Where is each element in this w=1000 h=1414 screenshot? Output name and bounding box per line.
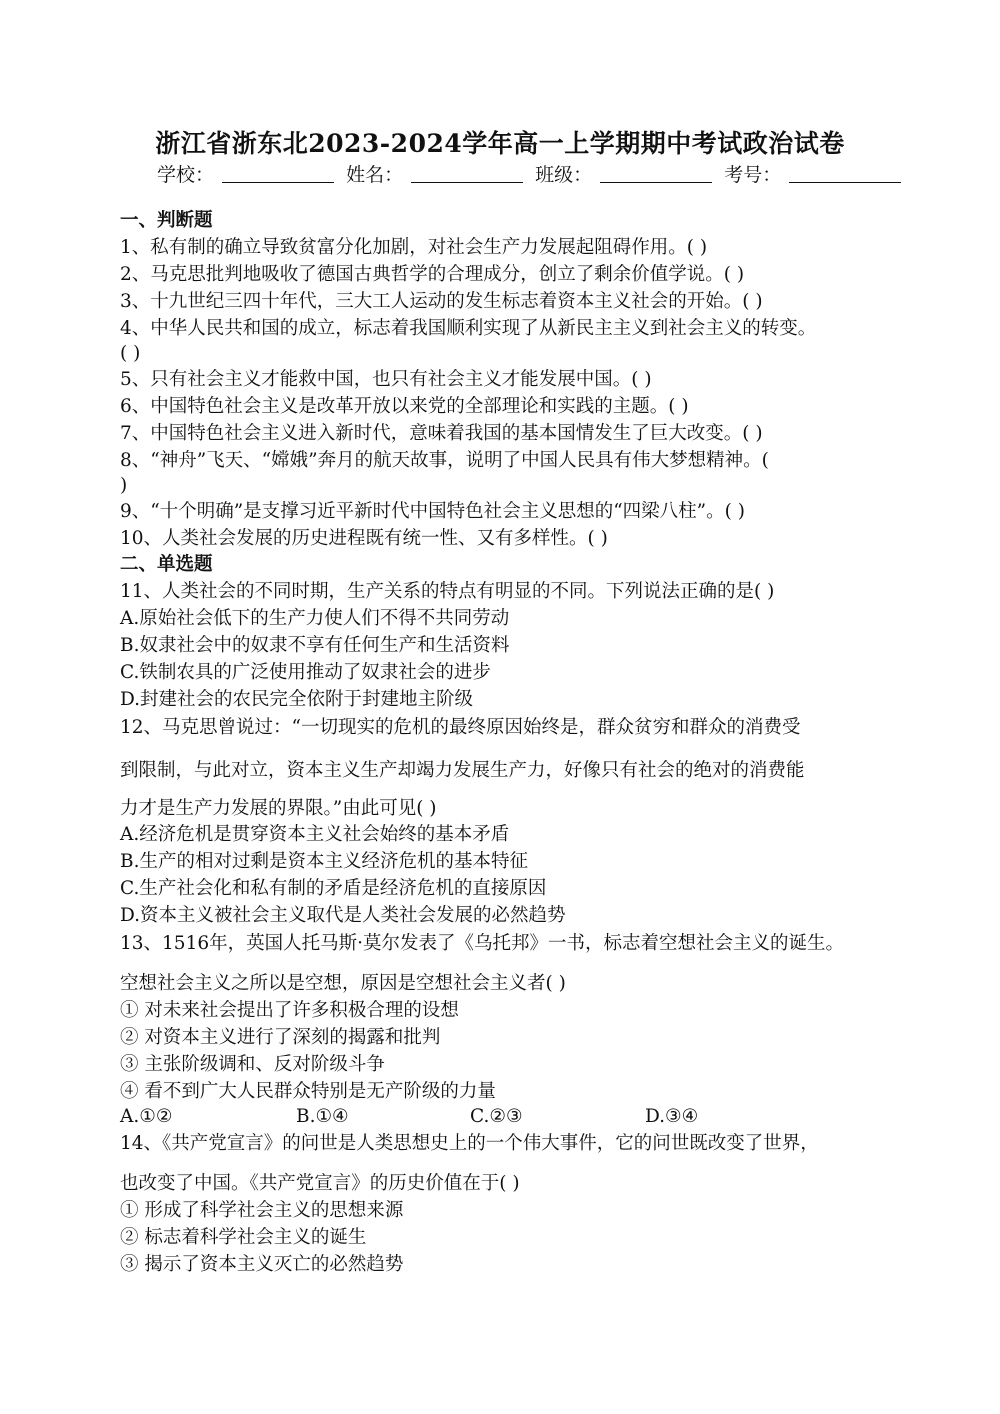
option-item: D.封建社会的农民完全依附于封建地主阶级: [120, 689, 474, 710]
judgment-item: 2、马克思批判地吸收了德国古典哲学的合理成分，创立了剩余价值学说。( ): [120, 264, 745, 285]
statement-item: ③ 主张阶级调和、反对阶级斗争: [120, 1054, 385, 1075]
question-stem: 13、1516年，英国人托马斯·莫尔发表了《乌托邦》一书，标志着空想社会主义的诞生。: [120, 933, 845, 954]
judgment-item: 4、中华人民共和国的成立，标志着我国顺利实现了从新民主主义到社会主义的转变。: [120, 318, 817, 339]
statement-item: ② 对资本主义进行了深刻的揭露和批判: [120, 1027, 441, 1048]
statement-item: ① 对未来社会提出了许多积极合理的设想: [120, 1000, 459, 1021]
section-heading-single-choice: 二、单选题: [120, 554, 213, 575]
judgment-item-continuation: ): [120, 475, 128, 496]
judgment-item: 3、十九世纪三四十年代，三大工人运动的发生标志着资本主义社会的开始。( ): [120, 291, 763, 312]
judgment-item: 8、“神舟”飞天、“嫦娥”奔月的航天故事，说明了中国人民具有伟大梦想精神。(: [120, 450, 769, 471]
section-heading-judgment: 一、判断题: [120, 210, 213, 231]
judgment-item: 6、中国特色社会主义是改革开放以来党的全部理论和实践的主题。( ): [120, 396, 689, 417]
statement-item: ③ 揭示了资本主义灭亡的必然趋势: [120, 1254, 404, 1275]
question-stem: 11、人类社会的不同时期，生产关系的特点有明显的不同。下列说法正确的是( ): [120, 581, 775, 602]
option-item: C.铁制农具的广泛使用推动了奴隶社会的进步: [120, 662, 491, 683]
option-item: B.奴隶社会中的奴隶不享有任何生产和生活资料: [120, 635, 510, 656]
choice-c[interactable]: C.②③: [470, 1106, 523, 1127]
name-blank[interactable]: [411, 166, 523, 183]
statement-item: ④ 看不到广大人民群众特别是无产阶级的力量: [120, 1081, 496, 1102]
statement-item: ① 形成了科学社会主义的思想来源: [120, 1200, 404, 1221]
judgment-item: 1、私有制的确立导致贫富分化加剧，对社会生产力发展起阻碍作用。( ): [120, 237, 708, 258]
school-label: 学校：: [157, 164, 215, 186]
class-label: 班级：: [535, 164, 593, 186]
choice-a[interactable]: A.①②: [120, 1106, 173, 1127]
exam-number-blank[interactable]: [789, 166, 901, 183]
judgment-item: 7、中国特色社会主义进入新时代，意味着我国的基本国情发生了巨大改变。( ): [120, 423, 763, 444]
question-stem: 14、《共产党宣言》的问世是人类思想史上的一个伟大事件，它的问世既改变了世界，: [120, 1133, 819, 1154]
question-stem: 12、马克思曾说过：“一切现实的危机的最终原因始终是，群众贫穷和群众的消费受: [120, 717, 801, 738]
choice-row: [120, 1105, 820, 1129]
judgment-item: 5、只有社会主义才能救中国，也只有社会主义才能发展中国。( ): [120, 369, 652, 390]
option-item: A.经济危机是贯穿资本主义社会始终的基本矛盾: [120, 824, 510, 845]
option-item: C.生产社会化和私有制的矛盾是经济危机的直接原因: [120, 878, 547, 899]
class-blank[interactable]: [600, 166, 712, 183]
question-stem-continuation: 空想社会主义之所以是空想，原因是空想社会主义者( ): [120, 973, 566, 994]
option-item: D.资本主义被社会主义取代是人类社会发展的必然趋势: [120, 905, 566, 926]
name-label: 姓名：: [346, 164, 404, 186]
judgment-item-continuation: ( ): [120, 343, 141, 364]
option-item: B.生产的相对过剩是资本主义经济危机的基本特征: [120, 851, 528, 872]
exam-number-label: 考号：: [724, 164, 782, 186]
choice-d[interactable]: D.③④: [645, 1106, 699, 1127]
judgment-item: 9、“十个明确”是支撑习近平新时代中国特色社会主义思想的“四梁八柱”。( ): [120, 501, 745, 522]
page-title: 浙江省浙东北2023-2024学年高一上学期期中考试政治试卷: [155, 129, 845, 158]
choice-b[interactable]: B.①④: [296, 1106, 349, 1127]
question-stem-continuation: 到限制，与此对立，资本主义生产却竭力发展生产力，好像只有社会的绝对的消费能: [120, 760, 805, 781]
question-stem-continuation: 力才是生产力发展的界限。”由此可见( ): [120, 798, 437, 819]
question-stem-continuation: 也改变了中国。《共产党宣言》的历史价值在于( ): [120, 1173, 520, 1194]
statement-item: ② 标志着科学社会主义的诞生: [120, 1227, 367, 1248]
school-blank[interactable]: [222, 166, 334, 183]
student-info-row: [157, 160, 907, 187]
option-item: A.原始社会低下的生产力使人们不得不共同劳动: [120, 608, 510, 629]
judgment-item: 10、人类社会发展的历史进程既有统一性、又有多样性。( ): [120, 528, 608, 549]
